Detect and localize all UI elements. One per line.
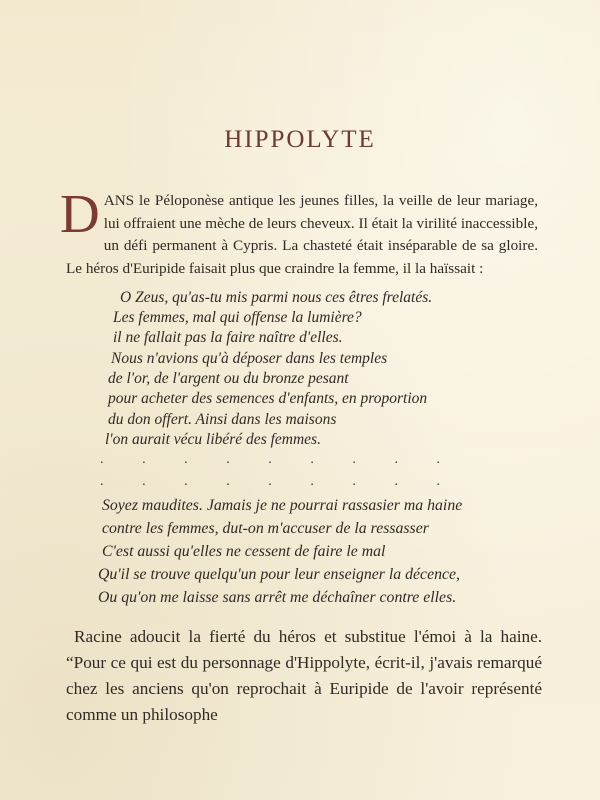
ellipsis-dot: . [184,452,188,467]
verse-line: O Zeus, qu'as-tu mis parmi nous ces êtres frelatés. [120,289,433,306]
intro-text: le Péloponèse antique les jeunes filles, la veille de leur mariage, lui offraient une mèche de leurs cheveux. Il était la virilité inaccessible, un défi permanent à Cypris. La chasteté était inséparable de sa gloire. Le héros d'Euripide faisait plus que craindre la femme, il la haïssait : [66,192,538,277]
verse-line: de l'or, de l'argent ou du bronze pesant [108,370,349,387]
verse-line: il ne fallait pas la faire naître d'elles. [113,329,343,346]
verse-line: Nous n'avions qu'à déposer dans les temples [111,350,388,367]
ellipsis-dot: . [184,474,188,489]
ellipsis-dot: . [394,452,398,467]
verse-line: l'on aurait vécu libéré des femmes. [105,431,321,448]
drop-cap: D [60,183,100,244]
verse-line: Soyez maudites. Jamais je ne pourrai rassasier ma haine [102,497,463,514]
ellipsis-dot: . [100,474,104,489]
ellipsis-dot: . [352,452,356,467]
intro-paragraph [60,183,538,280]
ellipsis-dot: . [226,474,230,489]
ellipsis-dot: . [436,474,440,489]
ellipsis-dot: . [268,474,272,489]
ellipsis-dot: . [310,452,314,467]
ellipsis-row [100,452,440,468]
ellipsis-dot: . [310,474,314,489]
verse-line: contre les femmes, dut-on m'accuser de la ressasser [102,520,429,537]
intro-smallcaps: ANS [103,192,135,209]
verse-line: pour acheter des semences d'enfants, en proportion [108,390,428,407]
verse-line: du don offert. Ainsi dans les maisons [108,411,337,428]
verse-line: Les femmes, mal qui offense la lumière? [113,309,362,326]
ellipsis-dot: . [100,452,104,467]
chapter-title: HIPPOLYTE [224,126,376,153]
verse-line: Qu'il se trouve quelqu'un pour leur enseigner la décence, [98,566,460,583]
ellipsis-dot: . [436,452,440,467]
ellipsis-dot: . [394,474,398,489]
ellipsis-dot: . [268,452,272,467]
verse-line: Ou qu'on me laisse sans arrêt me déchaîner contre elles. [98,589,457,606]
ellipsis-dot: . [142,452,146,467]
ellipsis-dot: . [142,474,146,489]
ellipsis-dot: . [226,452,230,467]
ellipsis-dot: . [352,474,356,489]
ellipsis-row [100,474,440,490]
verse-line: C'est aussi qu'elles ne cessent de faire le mal [102,543,386,560]
closing-paragraph: Racine adoucit la fierté du héros et substitue l'émoi à la haine. “Pour ce qui est du personnage d'Hippolyte, écrit-il, j'avais remarqué chez les anciens qu'on reprochait à Euripide de l'avoir représenté comme un philosophe [66,627,542,724]
